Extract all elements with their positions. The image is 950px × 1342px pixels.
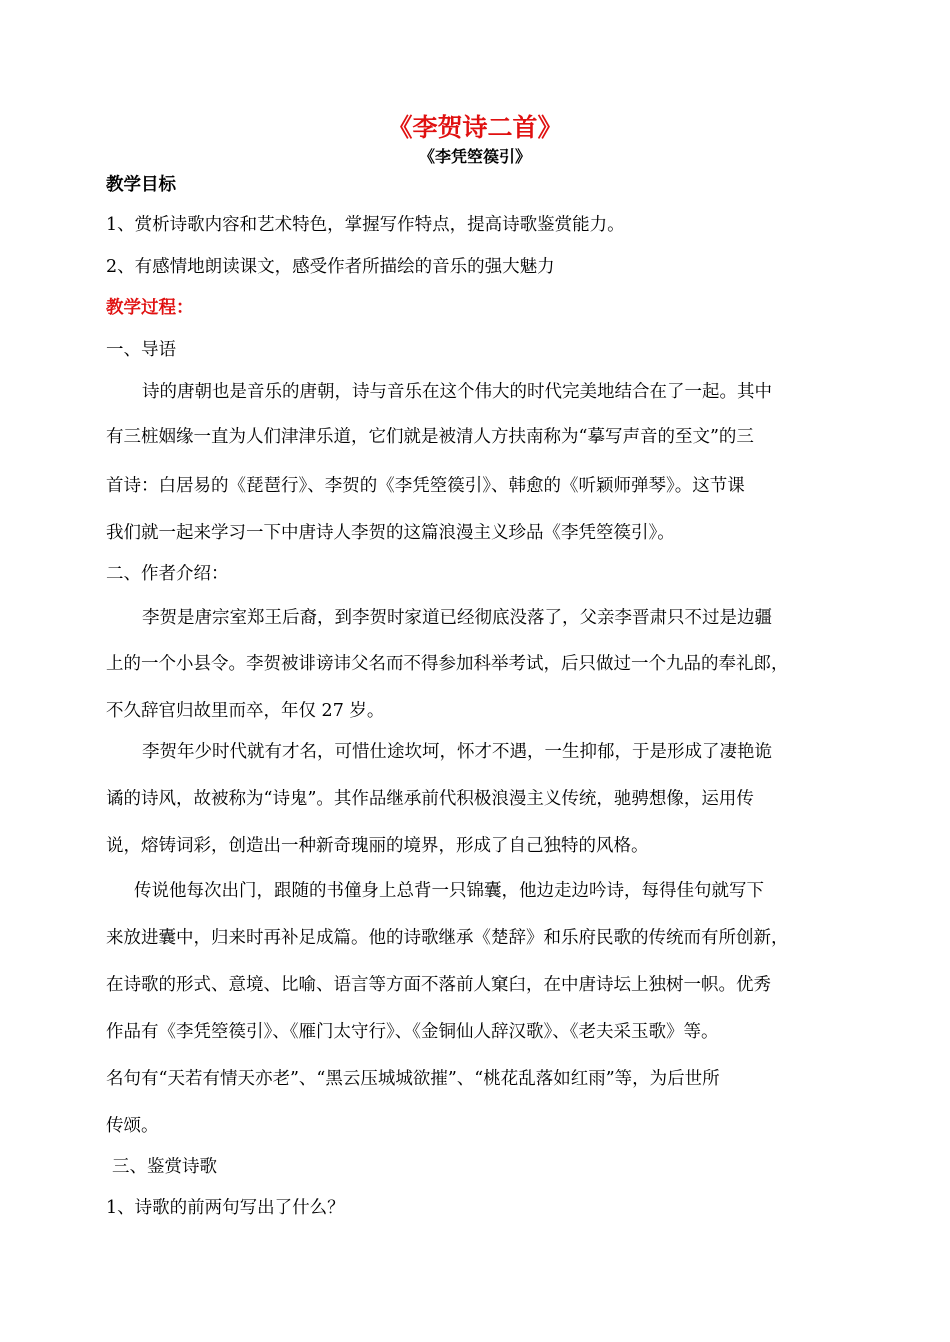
paragraph-line: 在诗歌的形式、意境、比喻、语言等方面不落前人窠臼，在中唐诗坛上独树一帜。优秀	[106, 975, 771, 995]
goal-item: 2、有感情地朗读课文，感受作者所描绘的音乐的强大魅力	[106, 257, 555, 277]
paragraph-line: 传说他每次出门，跟随的书僮身上总背一只锦囊，他边走边吟诗，每得佳句就写下	[134, 881, 764, 901]
paragraph-line: 谲的诗风，故被称为“诗鬼”。其作品继承前代积极浪漫主义传统，驰骋想像，运用传	[106, 789, 754, 809]
goals-heading: 教学目标	[106, 175, 176, 195]
paragraph-line: 不久辞官归故里而卒，年仅 27 岁。	[106, 701, 385, 721]
process-heading: 教学过程：	[106, 298, 194, 318]
section-heading-author: 二、作者介绍：	[106, 564, 229, 584]
document-title: 《李贺诗二首》	[387, 113, 563, 142]
section-heading-intro: 一、导语	[106, 340, 176, 360]
paragraph-line: 首诗：白居易的《琵琶行》、李贺的《李凭箜篌引》、韩愈的《听颖师弹琴》。这节课	[106, 476, 745, 496]
document-subtitle: 《李凭箜篌引》	[418, 147, 531, 166]
paragraph-line: 来放进囊中，归来时再补足成篇。他的诗歌继承《楚辞》和乐府民歌的传统而有所创新，	[106, 928, 789, 948]
paragraph-line: 作品有《李凭箜篌引》、《雁门太守行》、《金铜仙人辞汉歌》、《老夫采玉歌》等。	[106, 1022, 719, 1042]
paragraph-line: 名句有“天若有情天亦老”、“黑云压城城欲摧”、“桃花乱落如红雨”等，为后世所	[106, 1069, 720, 1089]
paragraph-line: 诗的唐朝也是音乐的唐朝，诗与音乐在这个伟大的时代完美地结合在了一起。其中	[142, 382, 772, 402]
paragraph-line: 李贺年少时代就有才名，可惜仕途坎坷，怀才不遇，一生抑郁，于是形成了凄艳诡	[142, 742, 772, 762]
paragraph-line: 有三桩姻缘一直为人们津津乐道，它们就是被清人方扶南称为“摹写声音的至文”的三	[106, 427, 754, 447]
paragraph-line: 传颂。	[106, 1116, 159, 1136]
question-item: 1、诗歌的前两句写出了什么？	[106, 1198, 345, 1218]
paragraph-line: 我们就一起来学习一下中唐诗人李贺的这篇浪漫主义珍品《李凭箜篌引》。	[106, 523, 675, 543]
paragraph-line: 说，熔铸词彩，创造出一种新奇瑰丽的境界，形成了自己独特的风格。	[106, 836, 649, 856]
paragraph-line: 李贺是唐宗室郑王后裔，到李贺时家道已经彻底没落了，父亲李晋肃只不过是边疆	[142, 608, 772, 628]
section-heading-appreciation: 三、鉴赏诗歌	[112, 1157, 217, 1177]
goal-item: 1、赏析诗歌内容和艺术特色，掌握写作特点，提高诗歌鉴赏能力。	[106, 215, 625, 235]
paragraph-line: 上的一个小县令。李贺被诽谤讳父名而不得参加科举考试，后只做过一个九品的奉礼郎，	[106, 654, 789, 674]
